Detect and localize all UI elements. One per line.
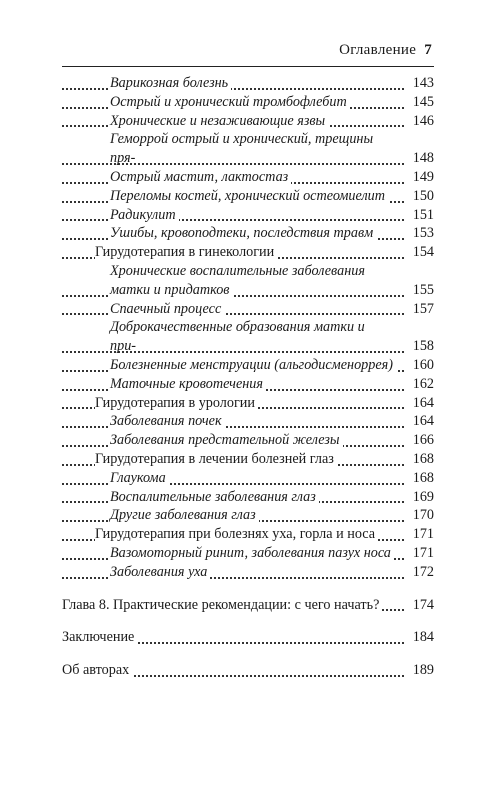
- toc-entry-title-line1: Геморрой острый и хронический, трещины пря-: [110, 131, 374, 167]
- toc-entry[interactable]: [62, 112, 434, 131]
- toc-entry-page: 171: [409, 525, 434, 544]
- toc-entry[interactable]: [62, 412, 434, 431]
- toc-entry-page: 157: [409, 300, 434, 319]
- toc-entry-title: Вазомоторный ринит, заболевания пазух носа: [110, 545, 394, 561]
- toc-entry-title: Маточные кровотечения: [110, 376, 266, 392]
- toc-entry[interactable]: [62, 375, 434, 394]
- toc-entry-title: Заболевания предстательной железы: [110, 432, 343, 448]
- toc-entry-title: Болезненные менструации (альгодисменоррея): [110, 357, 396, 373]
- toc-entry-page: 146: [409, 112, 434, 131]
- header-rule: [62, 66, 434, 67]
- toc-entry-title-line1: Доброкачественные образования матки и при-: [110, 319, 365, 355]
- toc-entry-title: Гирудотерапия в урологии: [95, 395, 258, 411]
- toc-entry-page: 174: [409, 596, 434, 615]
- toc-entry-title: Другие заболевания глаз: [110, 507, 259, 523]
- toc-entry-title: Ушибы, кровоподтеки, последствия травм: [110, 225, 376, 241]
- toc-entry-title: Радикулит: [110, 207, 179, 223]
- toc-entry[interactable]: [62, 300, 434, 319]
- toc-entry-title-line1: Хронические воспалительные заболевания: [110, 262, 365, 279]
- toc-entry-title: Хронические и незаживающие язвы: [110, 113, 328, 129]
- toc-entry[interactable]: [62, 563, 434, 582]
- toc-entry[interactable]: [62, 506, 434, 525]
- toc-entry-page: 148: [409, 149, 434, 168]
- toc-entry-chapter[interactable]: [62, 596, 434, 615]
- page-header: [339, 42, 432, 59]
- toc-entry-page: 171: [409, 544, 434, 563]
- toc-entry-title: Гирудотерапия в гинекологии: [95, 244, 277, 260]
- toc-entry[interactable]: [62, 187, 434, 206]
- toc-entry[interactable]: [62, 469, 434, 488]
- toc-entry-title: Гирудотерапия при болезнях уха, горла и носа: [95, 526, 378, 542]
- toc-entry-title: Острый и хронический тромбофлебит: [110, 94, 350, 110]
- toc-entry[interactable]: [62, 318, 434, 356]
- toc-entry-page: 170: [409, 506, 434, 525]
- toc-entry[interactable]: [62, 525, 434, 544]
- toc-entry-page: 160: [409, 356, 434, 375]
- toc-entry-page: 151: [409, 206, 434, 225]
- toc-entry-page: 166: [409, 431, 434, 450]
- toc-entry-title: Глава 8. Практические рекомендации: с чего начать?: [62, 597, 382, 613]
- toc-entry[interactable]: [62, 356, 434, 375]
- toc-entry-page: 150: [409, 187, 434, 206]
- toc-entry[interactable]: [62, 168, 434, 187]
- toc-entry-page: 169: [409, 488, 434, 507]
- toc-entry-page: 154: [409, 243, 434, 262]
- toc-entry-page: 155: [409, 281, 434, 300]
- toc-entry-title: Воспалительные заболевания глаз: [110, 489, 319, 505]
- toc-entry[interactable]: [62, 262, 434, 300]
- toc-entry[interactable]: [62, 74, 434, 93]
- toc-entry-title: Гирудотерапия в лечении болезней глаз: [95, 451, 337, 467]
- toc-entry-page: 145: [409, 93, 434, 112]
- toc-entry-page: 158: [409, 337, 434, 356]
- toc-entry-page: 168: [409, 469, 434, 488]
- toc-entry[interactable]: [62, 544, 434, 563]
- toc-entry-chapter[interactable]: [62, 628, 434, 647]
- toc-entry[interactable]: [62, 394, 434, 413]
- toc-entry-title: Переломы костей, хронический остеомиелит: [110, 188, 388, 204]
- toc-entry[interactable]: [62, 93, 434, 112]
- toc-entry[interactable]: [62, 130, 434, 168]
- header-page-number: 7: [424, 42, 432, 58]
- toc-entry-title: Об авторах: [62, 662, 132, 678]
- table-of-contents: [62, 74, 434, 680]
- toc-entry-page: 172: [409, 563, 434, 582]
- toc-entry-page: 153: [409, 224, 434, 243]
- toc-entry-page: 184: [409, 628, 434, 647]
- section-gap: [62, 647, 434, 661]
- toc-entry[interactable]: [62, 224, 434, 243]
- toc-entry-page: 164: [409, 412, 434, 431]
- header-title: Оглавление: [339, 42, 417, 58]
- toc-entry-title: Варикозная болезнь: [110, 75, 231, 91]
- toc-entry[interactable]: [62, 243, 434, 262]
- toc-entry[interactable]: [62, 450, 434, 469]
- toc-entry-chapter[interactable]: [62, 661, 434, 680]
- toc-entry-page: 143: [409, 74, 434, 93]
- toc-entry-title: Глаукома: [110, 470, 169, 486]
- toc-entry-page: 164: [409, 394, 434, 413]
- toc-entry-page: 189: [409, 661, 434, 680]
- section-gap: [62, 614, 434, 628]
- toc-entry-title: Заболевания почек: [110, 413, 225, 429]
- toc-entry-title: Спаечный процесс: [110, 301, 224, 317]
- toc-entry-title: Заключение: [62, 629, 137, 645]
- toc-entry-title: Острый мастит, лактостаз: [110, 169, 291, 185]
- toc-entry[interactable]: [62, 206, 434, 225]
- toc-entry-page: 168: [409, 450, 434, 469]
- section-gap: [62, 582, 434, 596]
- toc-entry-page: 162: [409, 375, 434, 394]
- toc-entry-title-line2: матки и придатков: [110, 282, 232, 298]
- toc-entry[interactable]: [62, 431, 434, 450]
- toc-entry-title: Заболевания уха: [110, 564, 210, 580]
- toc-entry[interactable]: [62, 488, 434, 507]
- toc-entry-page: 149: [409, 168, 434, 187]
